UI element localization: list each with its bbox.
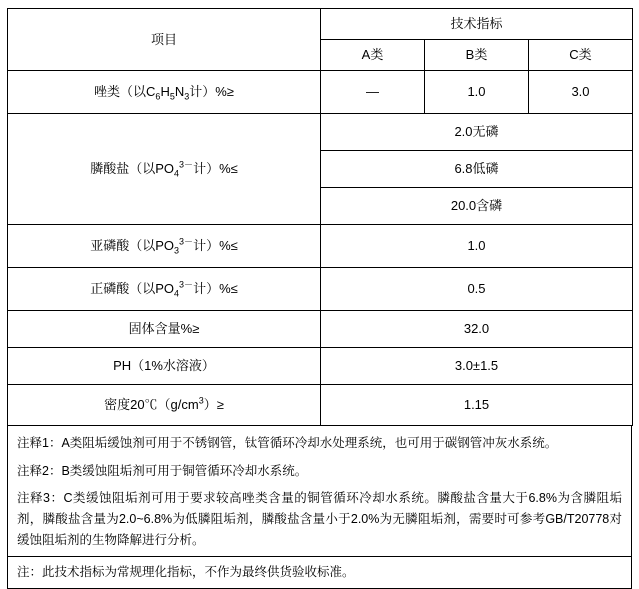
ph-value: 3.0±1.5 [321, 348, 633, 385]
orthophosphoric-sub-1: 4 [174, 288, 180, 299]
phosphonate-suffix: 计）%≤ [193, 161, 238, 177]
azole-sub-1: 6 [155, 91, 161, 102]
phosphonate-sub-1: 4 [174, 168, 180, 179]
azole-prefix: 唑类（以C [94, 84, 156, 100]
final-note: 注：此技术指标为常规理化指标，不作为最终供货验收标准。 [7, 557, 632, 589]
notes-block [7, 426, 632, 557]
azole-sub-3: 3 [184, 91, 190, 102]
density-value: 1.15 [321, 385, 633, 426]
phosphonate-value-2: 6.8低磷 [321, 151, 633, 188]
note-2: 注释2：B类缓蚀阻垢剂可用于铜管循环冷却水系统。 [17, 463, 308, 478]
row-label-orthophosphoric-acid [8, 268, 321, 311]
header-class-a: A类 [321, 40, 425, 71]
specification-table [7, 8, 633, 426]
note-1: 注释1：A类阻垢缓蚀剂可用于不锈钢管，钛管循环冷却水处理系统，也可用于碳钢管冲灰水系统。 [17, 436, 558, 450]
note-3: 注释3：C类缓蚀阻垢剂可用于要求较高唑类含量的铜管循环冷却水系统。膦酸盐含量大于6.8%为含膦阻垢剂，膦酸盐含量为2.0~6.8%为低膦阻垢剂，膦酸盐含量小于2.0%为无膦阻垢剂，需要时可参考GB/T20778对缓蚀阻垢剂的生物降解进行分析。 [17, 491, 622, 547]
azole-value-a: — [321, 71, 425, 114]
density-prefix: 密度20℃（g/cm [104, 397, 199, 413]
table-row [8, 348, 633, 385]
azole-value-b: 1.0 [425, 71, 529, 114]
phosphonate-sup-1: 3－ [179, 159, 194, 170]
table-header-row-1 [8, 9, 633, 40]
azole-mid-1: H [160, 84, 170, 100]
azole-value-c: 3.0 [529, 71, 633, 114]
phosphorous-suffix: 计）%≤ [193, 238, 238, 254]
table-row [8, 225, 633, 268]
row-label-phosphonate [8, 114, 321, 225]
azole-mid-2: N [174, 84, 185, 100]
table-row [8, 268, 633, 311]
header-class-c: C类 [529, 40, 633, 71]
table-row [8, 114, 633, 151]
table-row [8, 71, 633, 114]
table-row [8, 385, 633, 426]
solid-content-value: 32.0 [321, 311, 633, 348]
phosphorous-sub-1: 3 [174, 245, 180, 256]
row-label-ph: PH（1%水溶液） [8, 348, 321, 385]
azole-suffix: 计）%≥ [189, 84, 234, 100]
spec-sheet [7, 8, 632, 589]
phosphonate-value-3: 20.0含磷 [321, 188, 633, 225]
density-suffix: ）≥ [203, 397, 224, 413]
row-label-density [8, 385, 321, 426]
header-item: 项目 [8, 9, 321, 71]
row-label-azole [8, 71, 321, 114]
phosphonate-value-1: 2.0无磷 [321, 114, 633, 151]
azole-sub-2: 5 [169, 91, 175, 102]
orthophosphoric-value: 0.5 [321, 268, 633, 311]
header-tech-index: 技术指标 [321, 9, 633, 40]
phosphorous-value: 1.0 [321, 225, 633, 268]
row-label-solid-content: 固体含量%≥ [8, 311, 321, 348]
phosphorous-prefix: 亚磷酸（以PO [90, 238, 175, 254]
orthophosphoric-prefix: 正磷酸（以PO [90, 281, 175, 297]
table-row [8, 311, 633, 348]
density-sup-1: 3 [198, 395, 204, 406]
orthophosphoric-sup-1: 3－ [179, 279, 194, 290]
row-label-phosphorous-acid [8, 225, 321, 268]
orthophosphoric-suffix: 计）%≤ [193, 281, 238, 297]
phosphorous-sup-1: 3－ [179, 236, 194, 247]
header-class-b: B类 [425, 40, 529, 71]
phosphonate-prefix: 膦酸盐（以PO [90, 161, 175, 177]
